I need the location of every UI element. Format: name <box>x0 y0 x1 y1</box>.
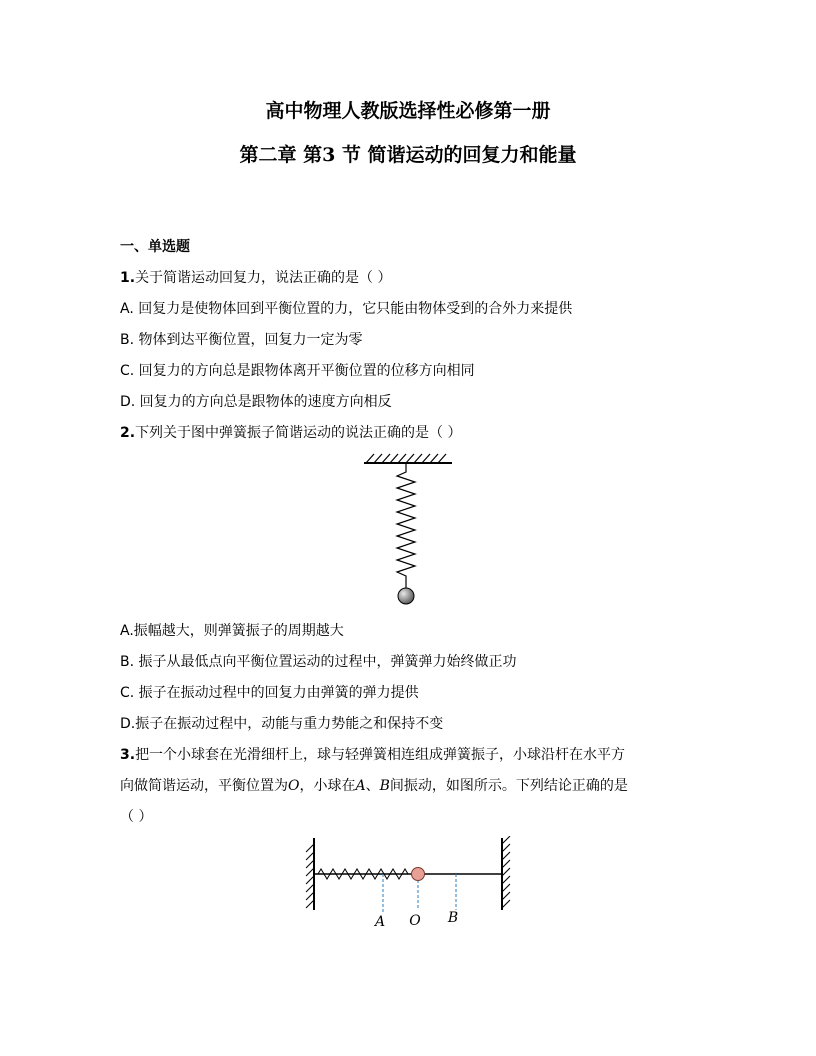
question-number: 3. <box>120 747 136 763</box>
document-title: 高中物理人教版选择性必修第一册 <box>265 100 551 122</box>
question-3-stem-line-1 <box>120 746 625 764</box>
question-2-option-b: B. 振子从最低点向平衡位置运动的过程中，弹簧弹力始终做正功 <box>120 654 517 670</box>
question-2-option-a: A.振幅越大，则弹簧振子的周期越大 <box>120 623 344 639</box>
point-o-symbol: O <box>288 778 300 794</box>
question-text: 、 <box>365 778 380 794</box>
pendulum-ball <box>398 588 414 604</box>
question-2-stem <box>120 424 462 442</box>
question-2-option-c: C. 振子在振动过程中的回复力由弹簧的弹力提供 <box>120 685 419 701</box>
question-1-stem <box>120 269 392 287</box>
vertical-spring-figure <box>360 448 456 610</box>
point-a-symbol: A <box>355 778 366 794</box>
question-text: 下列关于图中弹簧振子简谐运动的说法正确的是（ ） <box>135 425 462 441</box>
question-2-option-d: D.振子在振动过程中，动能与重力势能之和保持不变 <box>120 716 444 732</box>
sliding-ball <box>412 868 425 881</box>
question-text: ，小球在 <box>299 778 356 794</box>
label-b: B <box>447 910 459 926</box>
point-b-symbol: B <box>379 778 390 794</box>
ceiling-support <box>364 454 452 463</box>
label-a: A <box>374 914 386 930</box>
question-text: 向做简谐运动，平衡位置为 <box>120 778 288 794</box>
right-wall <box>502 836 510 910</box>
question-1-option-c: C. 回复力的方向总是跟物体离开平衡位置的位移方向相同 <box>120 363 475 379</box>
question-1-option-a: A. 回复力是使物体回到平衡位置的力，它只能由物体受到的合外力来提供 <box>120 301 573 317</box>
question-1-option-b: B. 物体到达平衡位置，回复力一定为零 <box>120 332 363 348</box>
question-text: 把一个小球套在光滑细杆上，球与轻弹簧相连组成弹簧振子，小球沿杆在水平方 <box>135 747 626 763</box>
question-text: 关于简谐运动回复力，说法正确的是（ ） <box>135 270 392 286</box>
question-text: 间振动，如图所示。下列结论正确的是 <box>389 778 628 794</box>
left-wall <box>306 838 314 910</box>
question-3-stem-line-2 <box>120 777 628 795</box>
question-3-stem-line-3: （ ） <box>120 809 153 825</box>
horizontal-spring-figure <box>300 836 520 934</box>
vertical-spring <box>397 463 415 588</box>
label-o: O <box>409 913 421 929</box>
question-number: 1. <box>120 270 136 286</box>
question-1-option-d: D. 回复力的方向总是跟物体的速度方向相反 <box>120 394 392 410</box>
document-subtitle: 第二章 第3 节 简谐运动的回复力和能量 <box>239 144 577 166</box>
section-heading: 一、单选题 <box>120 239 190 255</box>
question-number: 2. <box>120 425 136 441</box>
